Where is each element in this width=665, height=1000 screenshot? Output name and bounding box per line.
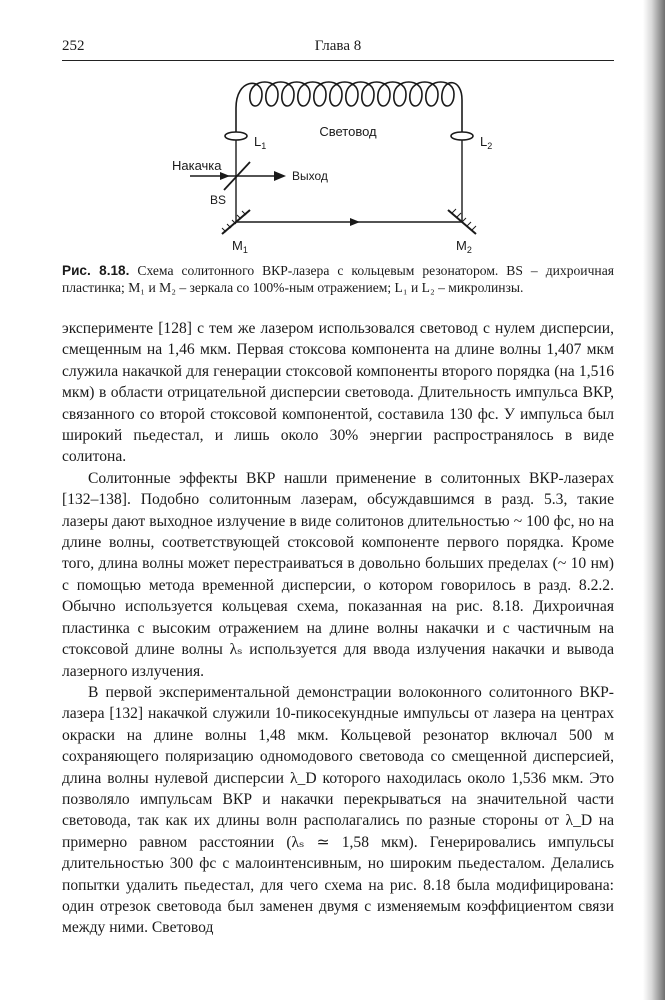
caption-text: Схема солитонного ВКР-лазера с кольцевым резонатором. BS – дихроичная пластинка; M₁ и M₂ – зеркала со 100%-ным отражением; L₁ и L₂ – микролинзы. [62, 263, 614, 295]
label-fiber: Световод [319, 124, 377, 139]
label-m1: $M_1$ [232, 238, 248, 255]
header-rule [62, 60, 614, 61]
label-l2: $L_2$ [480, 134, 493, 151]
lens-l2 [451, 132, 473, 140]
ring-laser-diagram [150, 70, 520, 260]
label-m2: $M_2$ [456, 238, 472, 255]
running-header [62, 38, 614, 60]
figure-8-18 [150, 70, 520, 260]
pump-arrow [220, 172, 230, 180]
label-pump: Накачка [172, 158, 222, 173]
output-arrow [274, 171, 286, 181]
label-l1: $L_1$ [254, 134, 267, 151]
label-output: Выход [292, 169, 328, 183]
chapter-title: Глава 8 [314, 38, 362, 54]
label-bs: BS [210, 193, 227, 207]
page-number: 252 [62, 38, 85, 54]
caption-label: Рис. 8.18. [62, 263, 130, 278]
body-text [62, 318, 614, 939]
beam-arrow-right [350, 218, 360, 226]
page-edge-shadow [643, 0, 665, 1000]
paragraph-3: В первой экспериментальной демонстрации волоконного солитонного ВКР-лазера [132] накачкой служили 10-пикосекундные импульсы от лазера на центрах окраски на длине волны 1,48 мкм. Кольцевой резонатор включал 500 м сохраняющего поляризацию одномодового световода со смещенной дисперсией, длина волны нулевой дисперсии λ_D которого находилась около 1,536 мкм. Это позволяло импульсам ВКР и накачки перекрываться на значительной части световода, так как их длины волн располагались по разные стороны от λ_D на примерно равном расстоянии (λₛ ≃ 1,58 мкм). Генерировались импульсы длительностью 300 фс с малоинтенсивным, но широким пьедесталом. Делались попытки удалить пьедестал, для чего схема на рис. 8.18 была модифицирована: один отрезок световода был заменен двумя с изменяемым коэффициентом связи между ними. Световод [62, 683, 614, 937]
lens-l1 [225, 132, 247, 140]
figure-caption [62, 262, 614, 296]
paragraph-1: эксперименте [128] с тем же лазером использовался световод с нулем дисперсии, смещенным на 1,46 мкм. Первая стоксова компонента на длине волны 1,407 мкм служила накачкой для генерации стоксовой компоненты второго порядка (на 1,516 мкм) в области отрицательной дисперсии световода. Длительность импульса ВКР, связанного со второй стоксовой компонентой, составила 130 фс. У импульса был широкий пьедестал, и лишь около 30% энергии распространялось в виде солитона. [62, 320, 614, 466]
paragraph-2: Солитонные эффекты ВКР нашли применение в солитонных ВКР-лазерах [132–138]. Подобно солитонным лазерам, обсуждавшимся в разд. 5.3, такие лазеры дают выходное излучение в виде солитонов длительностью ~ 100 фс, но на длине волны, соответствующей стоксовой компоненте первого порядка. Кроме того, длина волны может перестраиваться в довольно больших пределах (~ 10 нм) с помощью метода временной дисперсии, о котором говорилось в разд. 8.2.2. Обычно используется кольцевая схема, показанная на рис. 8.18. Дихроичная пластинка с высоким отражением на длине волны накачки и с частичным на стоксовой длине волны λₛ используется для ввода излучения накачки и вывода лазерного излучения. [62, 469, 614, 680]
